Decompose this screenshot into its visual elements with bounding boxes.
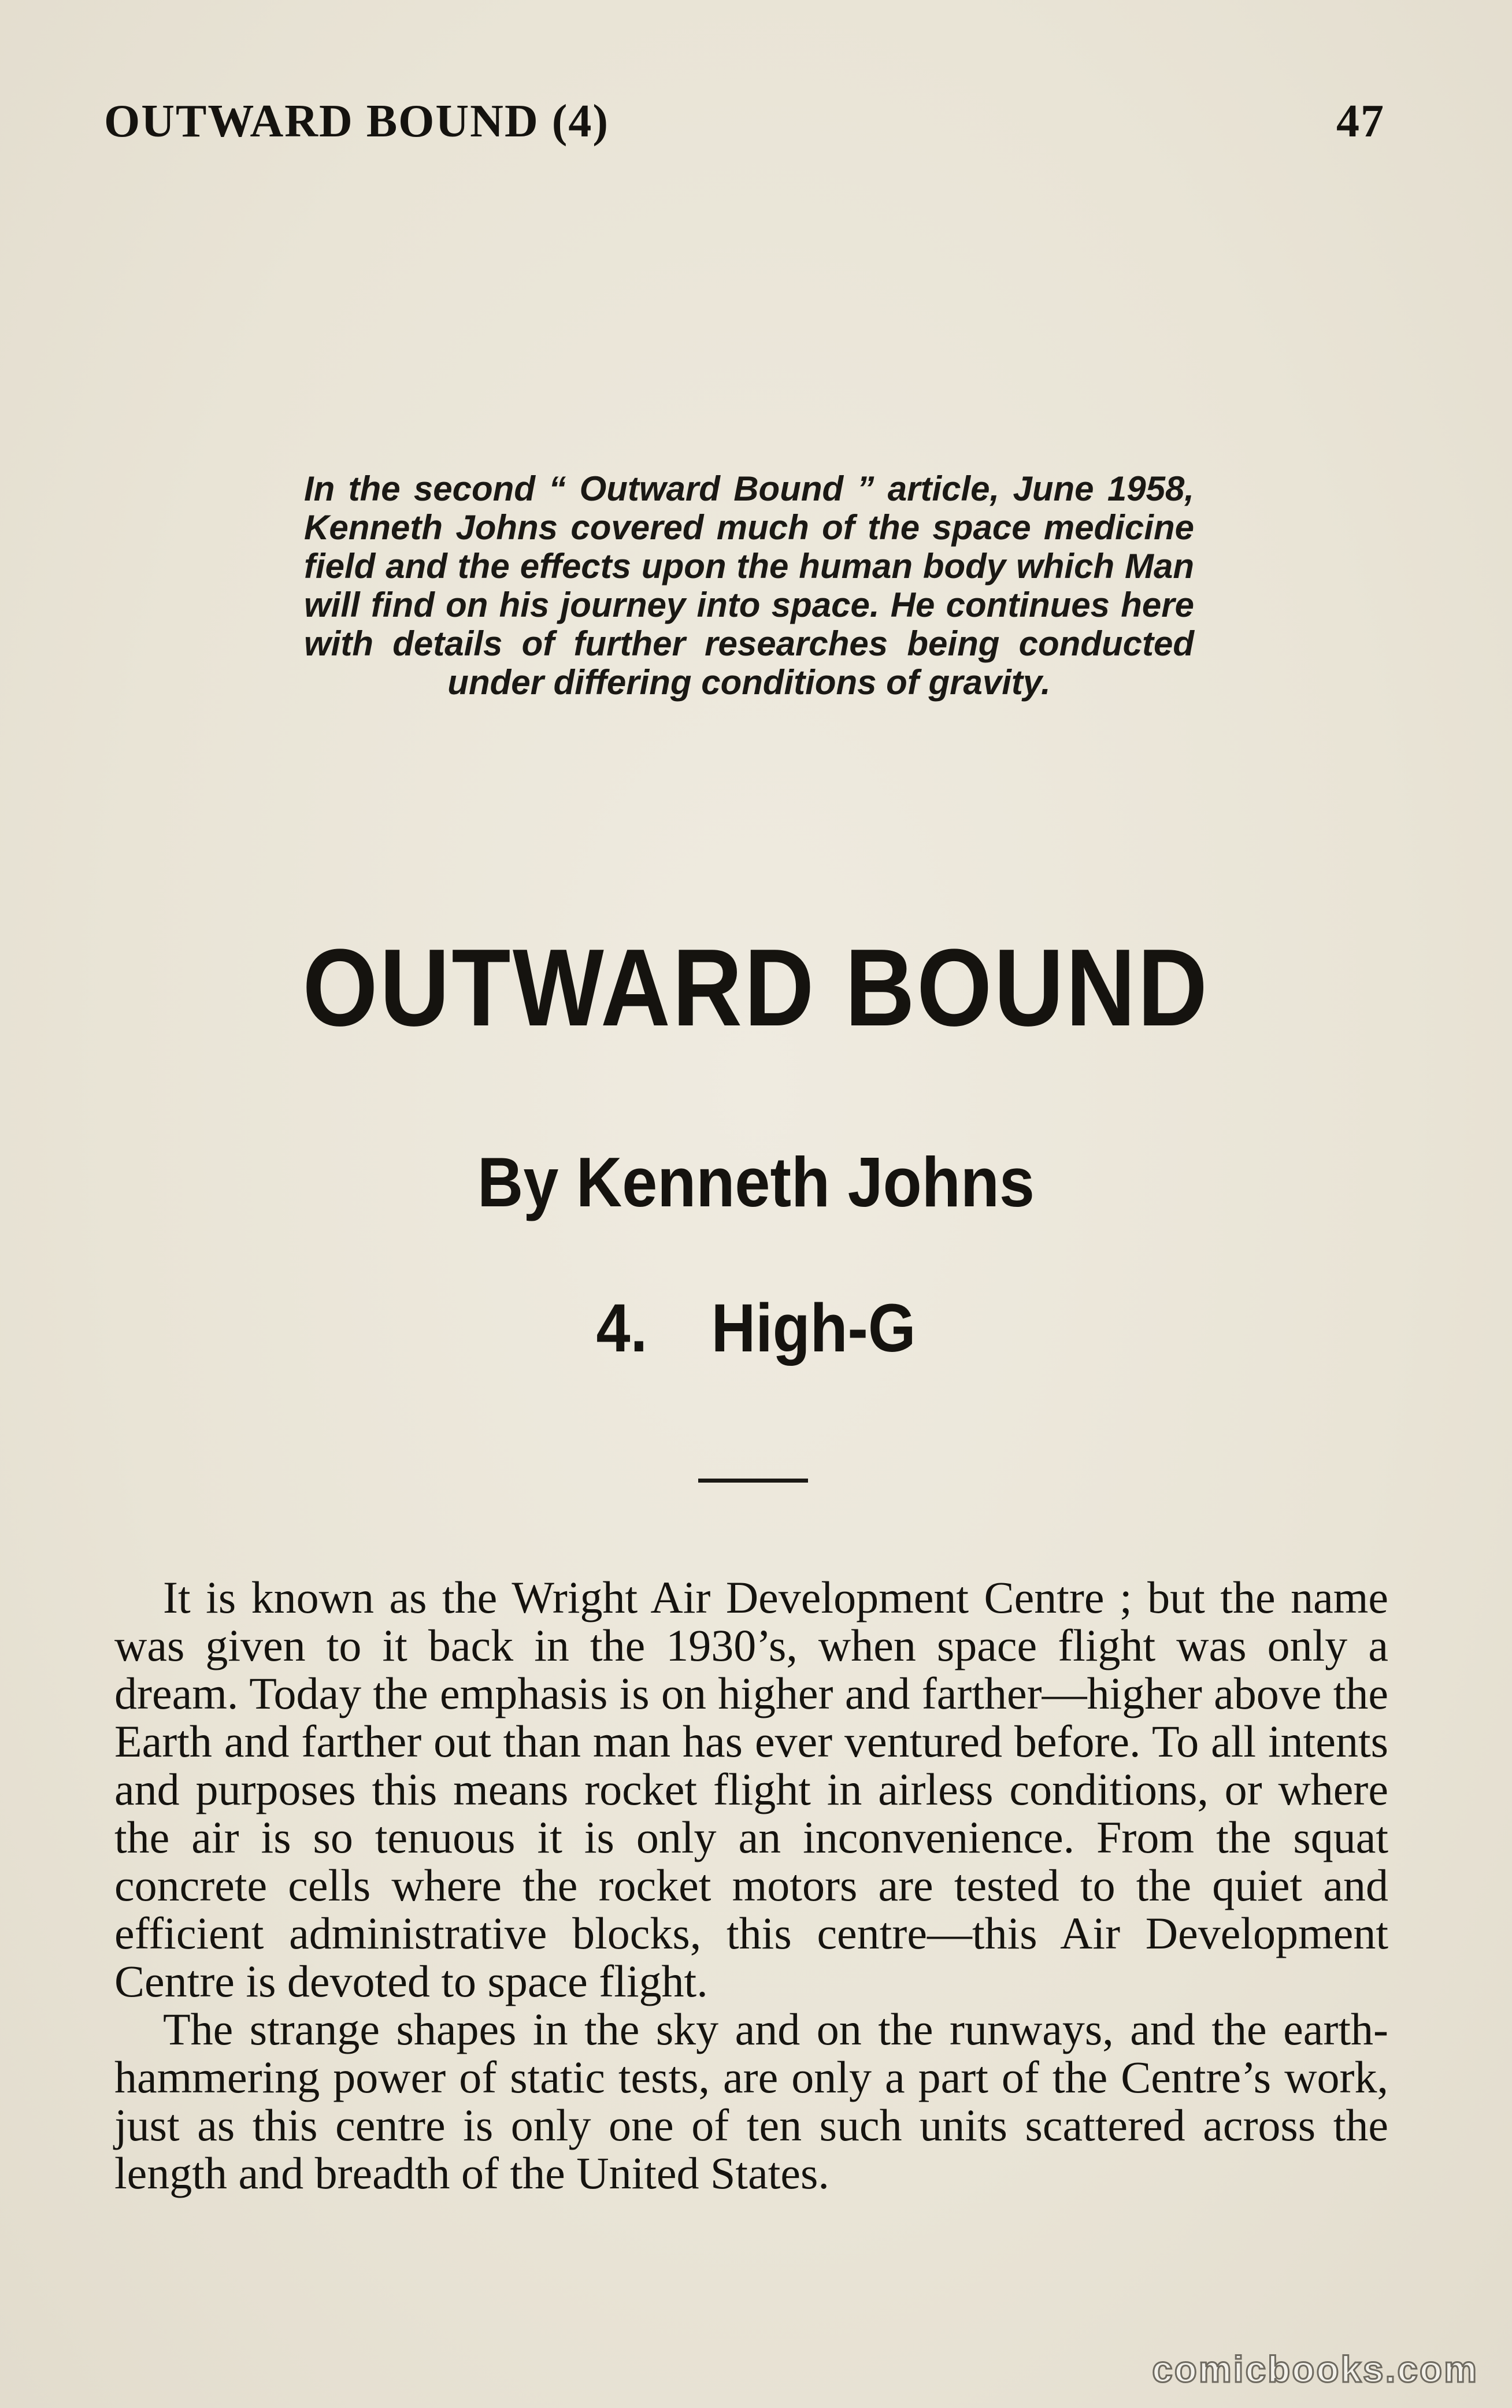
body-paragraph-1: It is known as the Wright Air Development Centre ; but the name was given to it back in the 1930’s, when space flight was only a dream. Today the emphasis is on higher and farther—higher above the Earth and farther out than man has ever ventured before. To all intents and purposes this means rocket flight in airless conditions, or where the air is so tenuous it is only an inconvenience. From the squat concrete cells where the rocket motors are tested to the quiet and efficient administrative blocks, this centre—this Air Development Centre is devoted to space flight. — [114, 1572, 1388, 2006]
intro-note: In the second “ Outward Bound ” article, June 1958, Kenneth Johns covered much of the space medicine field and the effects upon the human body which Man will find on his journey into space. He continues here with details of further researches being conducted under differing conditions of gravity. — [304, 469, 1194, 702]
article-byline: By Kenneth Johns — [477, 1143, 1035, 1221]
running-head — [104, 92, 1385, 150]
page-number: 47 — [1336, 95, 1385, 147]
section-divider — [698, 1479, 808, 1483]
article-subtitle: 4. High-G — [596, 1290, 916, 1366]
article-body — [114, 1573, 1388, 2197]
article-title: OUTWARD BOUND — [302, 927, 1210, 1049]
watermark: comicbooks.com — [1152, 2348, 1478, 2390]
running-head-title: OUTWARD BOUND (4) — [104, 95, 609, 147]
body-paragraph-2: The strange shapes in the sky and on the runways, and the earth-hammering power of static tests, are only a part of the Centre’s work, just as this centre is only one of ten such units scattered across the length and breadth of the United States. — [114, 2004, 1388, 2198]
